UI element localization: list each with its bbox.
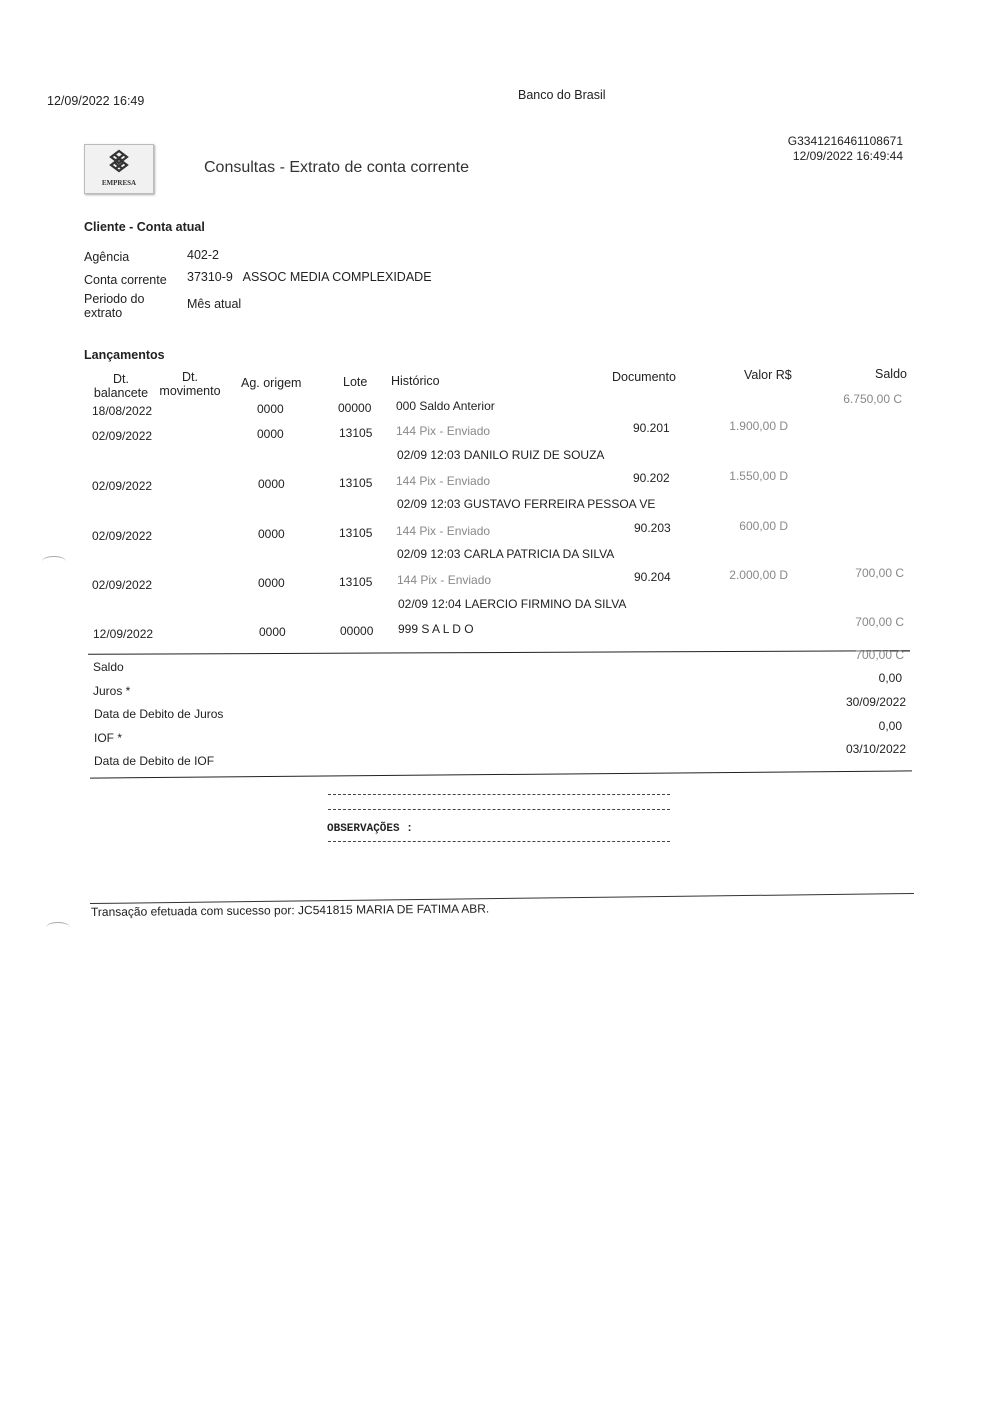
col-header-lote: Lote: [343, 375, 368, 389]
row-3-ag: 0000: [258, 527, 285, 541]
periodo-label-line1: Periodo do: [84, 292, 145, 306]
row-0-ag: 0000: [257, 402, 284, 416]
page-title: Consultas - Extrato de conta corrente: [204, 159, 470, 176]
summary-data-juros-value: 30/09/2022: [845, 695, 906, 709]
row-5-dt: 12/09/2022: [93, 627, 154, 641]
agencia-label: Agência: [84, 250, 130, 264]
row-3-lote: 13105: [339, 526, 373, 540]
col-header-ag-origem: Ag. origem: [241, 376, 302, 390]
row-3-valor: 600,00 D: [739, 519, 788, 533]
row-2-lote: 13105: [339, 476, 373, 490]
periodo-value: Mês atual: [187, 297, 242, 311]
row-5-lote: 00000: [340, 624, 374, 638]
observacoes-label: OBSERVAÇÕES :: [327, 823, 413, 835]
col-header-dt-balancete-2: balancete: [93, 386, 149, 400]
dashed-line-1: [328, 794, 670, 795]
print-datetime: 12/09/2022 16:49: [47, 94, 145, 108]
col-header-dt-balancete-1: Dt.: [113, 372, 129, 386]
row-4-dt: 02/09/2022: [92, 578, 153, 592]
row-0-saldo: 6.750,00 C: [843, 392, 902, 406]
footer-text: Transação efetuada com sucesso por: JC541815 MARIA DE FATIMA ABR.: [90, 901, 490, 919]
summary-juros-value: 0,00: [878, 671, 902, 685]
row-4-detail: 02/09 12:04 LAERCIO FIRMINO DA SILVA: [398, 597, 627, 611]
bb-logo-icon: [107, 149, 131, 177]
row-3-dt: 02/09/2022: [92, 529, 153, 543]
row-2-doc: 90.202: [633, 471, 670, 485]
col-header-dt-movimento-1: Dt.: [182, 370, 198, 384]
summary-saldo-label: Saldo: [93, 660, 124, 674]
row-2-detail: 02/09 12:03 GUSTAVO FERREIRA PESSOA VE: [397, 497, 656, 511]
logo-label: EMPRESA: [101, 179, 137, 187]
row-4-saldo: 700,00 C: [855, 566, 904, 580]
row-5-hist: 999 S A L D O: [398, 622, 474, 636]
conta-label: Conta corrente: [84, 273, 167, 287]
row-1-doc: 90.201: [633, 421, 670, 435]
row-1-dt: 02/09/2022: [92, 429, 153, 443]
row-4-doc: 90.204: [634, 570, 671, 584]
row-2-dt: 02/09/2022: [92, 479, 153, 493]
row-3-doc: 90.203: [634, 521, 671, 535]
row-2-ag: 0000: [258, 477, 285, 491]
lancamentos-title: Lançamentos: [84, 348, 165, 362]
conta-value: 37310-9 ASSOC MEDIA COMPLEXIDADE: [187, 270, 432, 284]
col-header-valor: Valor R$: [744, 368, 792, 382]
row-3-detail: 02/09 12:03 CARLA PATRICIA DA SILVA: [397, 547, 615, 561]
punch-mark-top: [42, 556, 66, 567]
summary-data-iof-label: Data de Debito de IOF: [94, 754, 215, 768]
row-0-lote: 00000: [338, 401, 372, 415]
timestamp: 12/09/2022 16:49:44: [792, 149, 903, 163]
col-header-historico: Histórico: [391, 374, 440, 388]
summary-juros-label: Juros *: [93, 684, 131, 698]
summary-iof-label: IOF *: [94, 731, 123, 745]
punch-mark-bottom: [46, 922, 70, 933]
row-4-valor: 2.000,00 D: [729, 568, 788, 582]
client-section-title: Cliente - Conta atual: [84, 220, 205, 234]
summary-saldo-value: 700,00 C: [855, 648, 904, 662]
row-1-lote: 13105: [339, 426, 373, 440]
dashed-line-3: [328, 841, 670, 842]
col-header-saldo: Saldo: [875, 367, 907, 381]
summary-data-juros-label: Data de Debito de Juros: [94, 707, 224, 721]
row-4-ag: 0000: [258, 576, 285, 590]
summary-data-iof-value: 03/10/2022: [845, 742, 906, 756]
row-4-lote: 13105: [339, 575, 373, 589]
row-5-saldo: 700,00 C: [855, 615, 904, 629]
footer-divider: [90, 893, 914, 904]
protocol-number: G3341216461108671: [787, 134, 903, 148]
agencia-value: 402-2: [187, 248, 219, 262]
col-header-documento: Documento: [612, 370, 676, 384]
row-0-dt: 18/08/2022: [92, 404, 153, 418]
row-4-hist: 144 Pix - Enviado: [397, 573, 492, 587]
row-0-hist: 000 Saldo Anterior: [396, 399, 495, 413]
summary-iof-value: 0,00: [878, 719, 902, 733]
row-3-hist: 144 Pix - Enviado: [396, 524, 491, 538]
row-1-detail: 02/09 12:03 DANILO RUIZ DE SOUZA: [397, 448, 605, 462]
row-5-ag: 0000: [259, 625, 286, 639]
periodo-label-line2: extrato: [84, 306, 123, 320]
summary-divider: [90, 770, 912, 778]
row-2-hist: 144 Pix - Enviado: [396, 474, 491, 488]
row-1-valor: 1.900,00 D: [729, 419, 788, 433]
row-1-hist: 144 Pix - Enviado: [396, 424, 491, 438]
dashed-line-2: [328, 809, 670, 810]
col-header-dt-movimento-2: movimento: [159, 384, 221, 398]
row-2-valor: 1.550,00 D: [729, 469, 788, 483]
row-1-ag: 0000: [257, 427, 284, 441]
bank-logo: [84, 144, 154, 194]
bank-name: Banco do Brasil: [518, 88, 606, 102]
